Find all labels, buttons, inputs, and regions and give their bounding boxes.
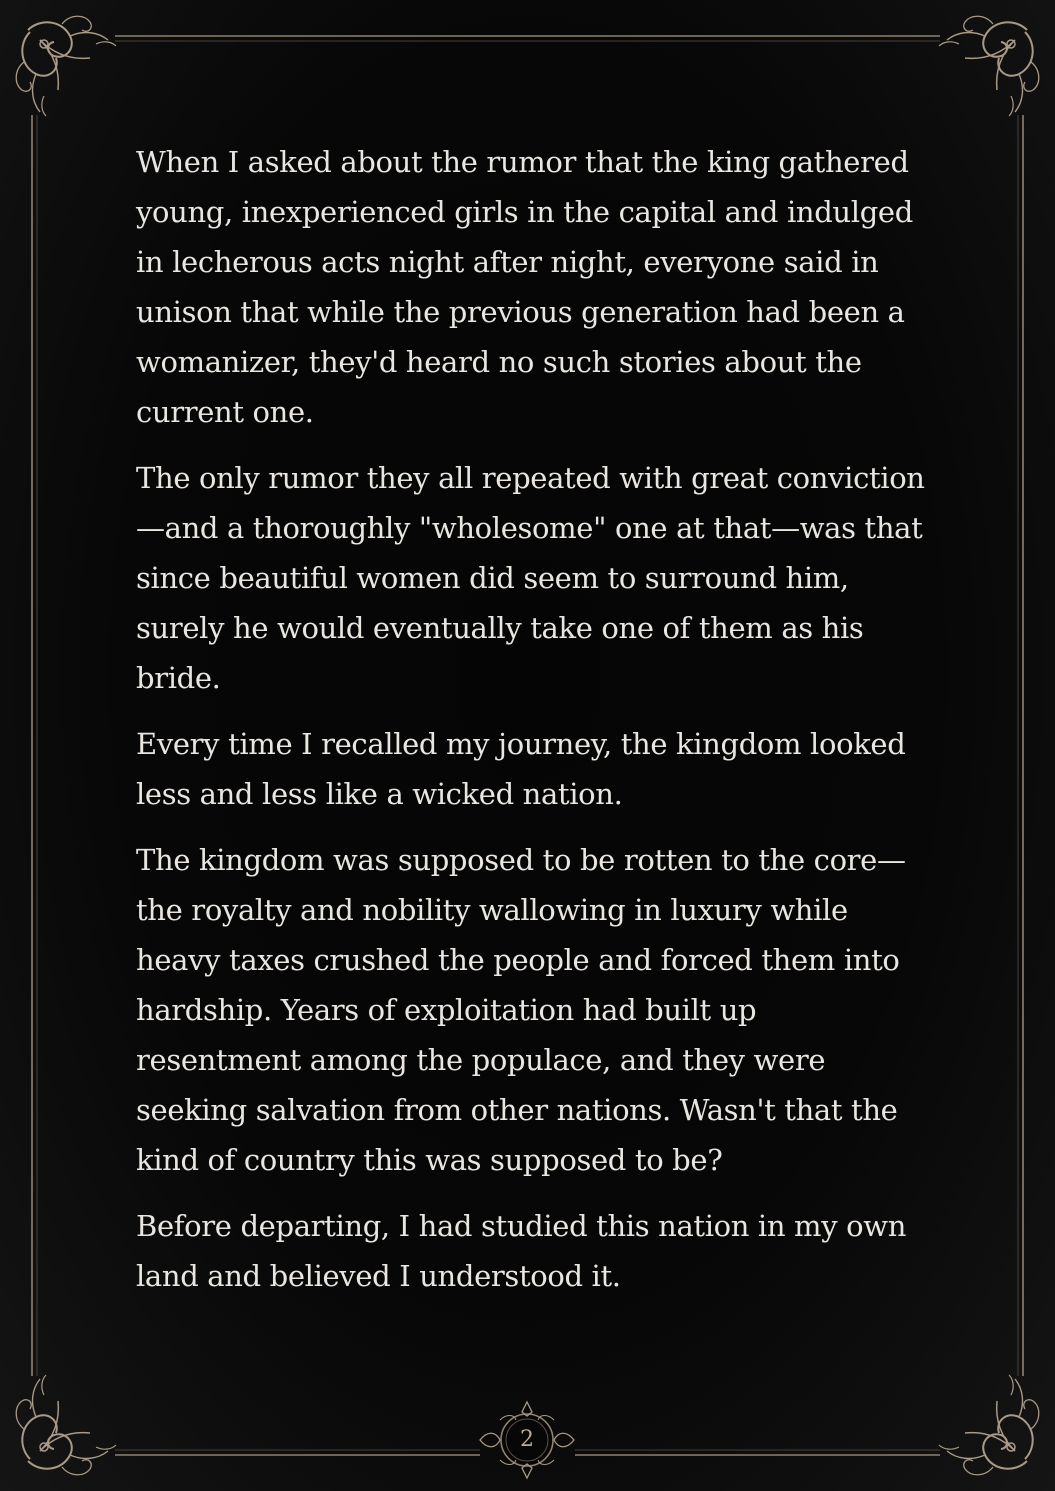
filigree-corner-icon <box>16 1375 116 1475</box>
page-number: 2 <box>520 1427 534 1452</box>
paragraph: Before departing, I had studied this nation in my own land and believed I understood it. <box>136 1209 907 1293</box>
filigree-corner-icon <box>939 16 1039 116</box>
filigree-corner-icon <box>16 16 116 116</box>
filigree-corner-icon <box>939 1375 1039 1475</box>
paragraph: The kingdom was supposed to be rotten to the core—the royalty and nobility wallowing in luxury while heavy taxes crushed the people and forced them into hardship. Years of exploitation had built up resentment among the populace, and they were seeking salvation from other nations. Wasn't that the kind of country this was supposed to be? <box>136 843 906 1177</box>
paragraph: When I asked about the rumor that the king gathered young, inexperienced girls in the capital and indulged in lecherous acts night after night, everyone said in unison that while the previous generation had been a womanizer, they'd heard no such stories about the current one. <box>136 145 913 429</box>
paragraph: The only rumor they all repeated with great conviction—and a thoroughly "wholesome" one at that—was that since beautiful women did seem to surround him, surely he would eventually take one of them as his bride. <box>136 461 925 695</box>
paragraph: Every time I recalled my journey, the kingdom looked less and less like a wicked nation. <box>136 727 906 811</box>
body-text <box>136 137 926 1317</box>
